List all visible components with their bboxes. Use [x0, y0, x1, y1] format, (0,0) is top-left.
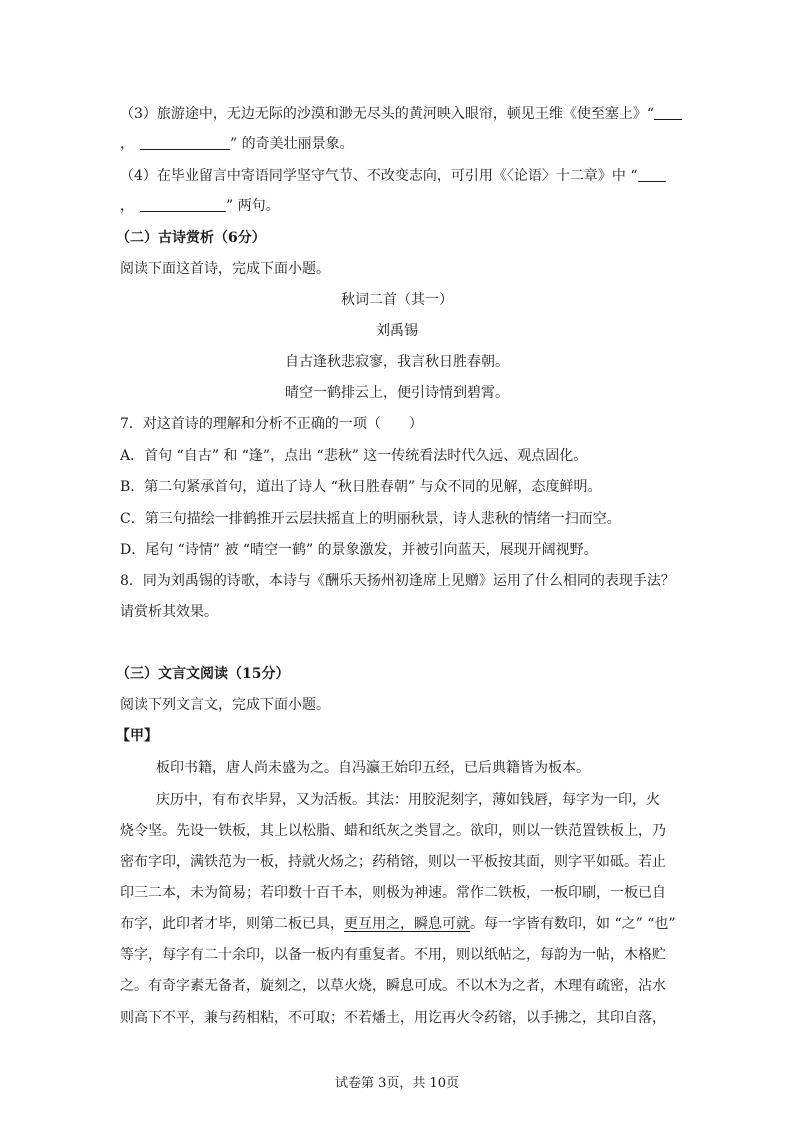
passage-line-underlined: [120, 914, 676, 934]
question-4-line2: [120, 196, 280, 216]
passage-paragraph-1: 板印书籍，唐人尚未盛为之。自冯瀛王始印五经，已后典籍皆为板本。: [156, 760, 590, 776]
answer-blank[interactable]: [654, 105, 682, 120]
passage-text: 布字，此印者才毕，则第二板已具，: [120, 916, 344, 932]
section-3-heading: （三）文言文阅读（15分）: [116, 666, 290, 682]
question-7-option-d: D．尾句 “诗情” 被 “晴空一鹤” 的景象激发，并被引向蓝天，展现开阔视野。: [120, 542, 598, 558]
section-2-heading: （二）古诗赏析（6分）: [116, 230, 266, 246]
question-7-option-b: B．第二句紧承首句，道出了诗人 “秋日胜春朝” 与众不同的见解，态度鲜明。: [120, 479, 602, 495]
question-4-text: （4）在毕业留言中寄语同学坚守气节、不改变志向，可引用《〈论语〉十二章》中 “: [120, 168, 638, 184]
passage-line: 烧令坚。先设一铁板，其上以松脂、蜡和纸灰之类冒之。欲印，则以一铁范置铁板上，乃: [120, 823, 666, 839]
underlined-phrase: 更互用之，瞬息可就: [344, 916, 470, 932]
poem-title: 秋词二首（其一）: [341, 292, 453, 308]
question-3-comma: ，: [120, 136, 134, 152]
question-4-comma: ，: [120, 198, 134, 214]
question-7-option-c: C．第三句描绘一排鹤推开云层扶摇直上的明丽秋景，诗人悲秋的情绪一扫而空。: [120, 511, 621, 527]
answer-blank[interactable]: [638, 167, 666, 182]
passage-label: 【甲】: [116, 728, 158, 744]
question-3-line2: [120, 134, 354, 154]
section-2-instruction: 阅读下面这首诗，完成下面小题。: [120, 261, 330, 277]
question-3-suffix: ” 的奇美壮丽景象。: [230, 136, 354, 152]
question-7-option-a: A．首句 “自古” 和 “逢”，点出 “悲秋” 这一传统看法时代久远、观点固化。: [120, 448, 588, 464]
question-8-line1: 8．同为刘禹锡的诗歌，本诗与《酬乐天扬州初逢席上见赠》运用了什么相同的表现手法？: [120, 573, 675, 589]
passage-line: 印三二本，未为简易；若印数十百千本，则极为神速。常作二铁板，一板印刷，一板已自: [120, 885, 666, 901]
question-4-line1: [120, 166, 666, 186]
passage-line: 密布字印，满铁范为一板，持就火炀之；药稍镕，则以一平板按其面，则字平如砥。若止: [120, 854, 666, 870]
answer-blank[interactable]: [140, 135, 230, 150]
page-footer: 试卷第 3页，共 10页: [334, 1076, 460, 1091]
question-7-stem: 7．对这首诗的理解和分析不正确的一项（ ）: [120, 416, 423, 432]
passage-line: 等字，每字有二十余印，以备一板内有重复者。不用，则以纸帖之，每韵为一帖，木格贮: [120, 947, 666, 963]
passage-line: 则高下不平，兼与药相粘，不可取；不若燔土，用讫再火令药镕，以手拂之，其印自落，: [120, 1010, 666, 1026]
answer-blank[interactable]: [140, 197, 226, 212]
question-3-text: （3）旅游途中，无边无际的沙漠和渺无尽头的黄河映入眼帘，顿见王维《使至塞上》“: [120, 106, 655, 122]
question-8-line2: 请赏析其效果。: [120, 604, 218, 620]
poem-line: 晴空一鹤排云上，便引诗情到碧霄。: [285, 385, 509, 401]
poem-author: 刘禹锡: [376, 323, 418, 339]
poem-line: 自古逢秋悲寂寥，我言秋日胜春朝。: [285, 354, 509, 370]
passage-line: 之。有奇字素无备者，旋刻之，以草火烧，瞬息可成。不以木为之者，木理有疏密，沾水: [120, 978, 666, 994]
passage-line: 庆历中，有布衣毕昇，又为活板。其法：用胶泥刻字，薄如钱唇，每字为一印，火: [156, 792, 660, 808]
passage-text: 。每一字皆有数印，如 “之” “也”: [470, 916, 676, 932]
question-4-suffix: ” 两句。: [226, 198, 280, 214]
section-3-instruction: 阅读下列文言文，完成下面小题。: [120, 697, 330, 713]
question-3-line1: [120, 104, 682, 124]
